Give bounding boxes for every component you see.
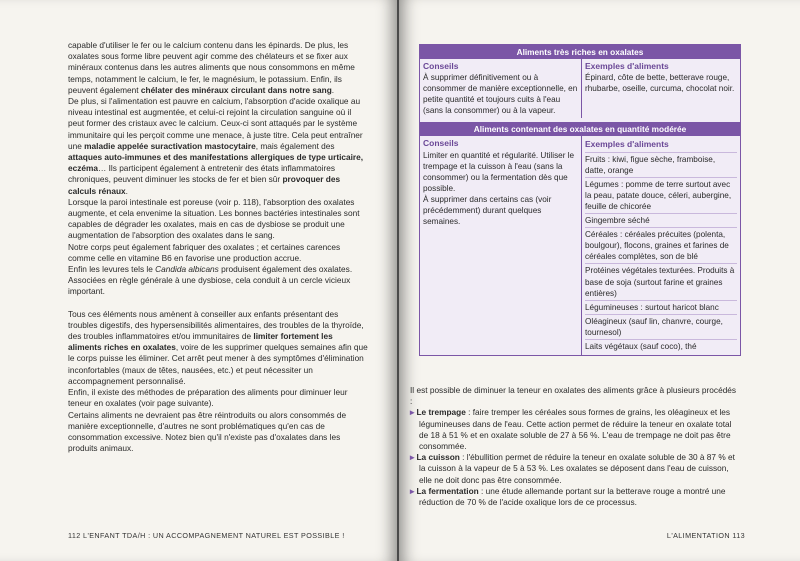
table-cell xyxy=(582,59,740,118)
paragraph: Enfin les levures tels le Candida albicans produisent également des oxalates. Associées en règle générale à une dysbiose, cela conduit à un cercle vicieux important. xyxy=(68,264,353,297)
paragraph: Il est possible de diminuer la teneur en oxalates des aliments grâce à plusieurs procédés : xyxy=(410,385,737,407)
column-header: Exemples d'aliments xyxy=(585,138,737,152)
left-page-text xyxy=(68,40,368,454)
paragraph: Certains aliments ne devraient pas être réintroduits ou alors consommés de manière exceptionnelle, d'autres ne sont problématiques qu'en cas de consommation excessive. Notez bien qu'il n'existe pas d'oxalates dans les produits animaux. xyxy=(68,409,347,454)
table-section-title: Aliments très riches en oxalates xyxy=(420,45,740,59)
list-item: Gingembre séché xyxy=(585,214,737,228)
advice-text: À supprimer définitivement ou à consommer de manière exceptionnelle, en petite quantité et toujours cuits à l'eau (sans la consommer) ou à la vapeur. xyxy=(423,73,578,116)
list-item: Laits végétaux (sauf coco), thé xyxy=(585,341,697,351)
triangle-bullet-icon: ▸ xyxy=(410,485,417,496)
table-section-title: Aliments contenant des oxalates en quantité modérée xyxy=(420,122,740,136)
column-header: Exemples d'aliments xyxy=(585,61,669,71)
list-item: ▸ La cuisson : l'ébullition permet de réduire la teneur en oxalate soluble de 30 à 87 % et la cuisson à la vapeur de 5 à 53 %. Les oxalates se déposent dans l'eau de cuisson, elle ne doit donc pas être consommée. xyxy=(410,452,735,485)
list-item: Légumes : pomme de terre surtout avec la peau, patate douce, céleri, aubergine, feuille de chicorée xyxy=(585,178,737,214)
list-item: ▸ La fermentation : une étude allemande portant sur la betterave rouge a montré une réduction de 70 % de l'acide oxalique lors de ce processus. xyxy=(410,485,726,508)
table-row xyxy=(420,59,740,118)
paragraph: Notre corps peut également fabriquer des oxalates ; et certaines carences comme celle en vitamine B6 en favorise une production accrue. xyxy=(68,241,341,263)
table-row xyxy=(420,136,740,355)
table-cell xyxy=(420,136,582,355)
list-item: ▸ Le trempage : faire tremper les céréales sous formes de grains, les oléagineux et les légumineuses dans de l'eau. Cette action permet de réduire la teneur en oxalate total de 18 à 51 % et en oxalate soluble de 27 à 56 %. L'eau de trempage ne doit pas être consommée. xyxy=(410,407,732,452)
list-item: Protéines végétales texturées. Produits à base de soja (surtout farine et graines entières) xyxy=(585,264,737,300)
right-page-text xyxy=(410,385,740,508)
list-item: Céréales : céréales précuites (polenta, boulgour), flocons, graines et farines de céréales complètes, son de blé xyxy=(585,228,737,264)
left-page-footer: 112 L'ENFANT TDA/H : UN ACCOMPAGNEMENT NATUREL EST POSSIBLE ! xyxy=(68,531,345,540)
table-cell xyxy=(582,136,740,355)
advice-text: Limiter en quantité et régularité. Utiliser le trempage et la cuisson à l'eau (sans la consommer) ou la fermentation dès que possible. xyxy=(423,150,575,193)
triangle-bullet-icon: ▸ xyxy=(410,452,417,463)
list-item: Légumineuses : surtout haricot blanc xyxy=(585,301,737,315)
examples-text: Épinard, côte de bette, betterave rouge, rhubarbe, oseille, curcuma, chocolat noir. xyxy=(585,73,735,94)
list-item: Oléagineux (sauf lin, chanvre, courge, tournesol) xyxy=(585,315,737,340)
paragraph: Tous ces éléments nous amènent à conseiller aux enfants présentant des troubles digestifs, des hypersensibilités alimentaires, des troubles de la thyroïde, des troubles inflammatoires et/ou immunitaires de limiter fortement les aliments riches en oxalates, voire de les supprimer quelques semaines afin que le corps puisse les éliminer. Cet arrêt peut mener à des symptômes d'élimination inconfortables (maux de têtes, nausées, etc.) et peut nécessiter un accompagnement personnalisé. xyxy=(68,308,368,386)
oxalate-table xyxy=(419,44,741,356)
paragraph: Enfin, il existe des méthodes de préparation des aliments pour diminuer leur teneur en oxalates (voir page suivante). xyxy=(68,387,348,409)
advice-text: À supprimer dans certains cas (voir précédemment) durant quelques semaines. xyxy=(423,194,552,227)
right-page-footer: L'ALIMENTATION 113 xyxy=(666,531,745,540)
triangle-bullet-icon: ▸ xyxy=(410,407,417,418)
column-header: Conseils xyxy=(423,138,459,149)
left-page xyxy=(0,0,397,561)
right-page xyxy=(399,0,800,561)
table-cell xyxy=(420,59,582,118)
paragraph: Lorsque la paroi intestinale est poreuse (voir p. 118), l'absorption des oxalates augmente, et cela envenime la situation. Les bonnes bactéries intestinales sont capables de dégrader les oxalates, mais en cas de dysbiose se produit une augmentation de l'absorption des oxalates dans le sang. xyxy=(68,196,360,241)
paragraph: capable d'utiliser le fer ou le calcium contenu dans les épinards. De plus, les oxalates sous forme libre peuvent agir comme des chélateurs et se fixer aux minéraux contenus dans les autres aliments que nous consommons en même temps, notamment le calcium, le fer, le magnésium, le potassium. Enfin, ils peuvent également chélater des minéraux circulant dans notre sang. xyxy=(68,40,355,95)
column-header: Conseils xyxy=(423,61,459,71)
list-item: Fruits : kiwi, figue sèche, framboise, datte, orange xyxy=(585,153,737,178)
paragraph: De plus, si l'alimentation est pauvre en calcium, l'absorption d'acide oxalique au niveau intestinal est augmentée, et celui-ci rejoint la circulation sanguine où il peut former des cristaux avec le calcium. Ceux-ci sont attaqués par le système immunitaire qui les perçoit comme une menace, à juste titre. Cela peut entraîner une maladie appelée suractivation mastocytaire, mais également des attaques auto-immunes et des manifestations allergiques de type urticaire, eczéma… Ils participent également à entretenir des états inflammatoires chroniques, peuvent diminuer les stocks de fer et bien sûr provoquer des calculs rénaux. xyxy=(68,96,364,196)
